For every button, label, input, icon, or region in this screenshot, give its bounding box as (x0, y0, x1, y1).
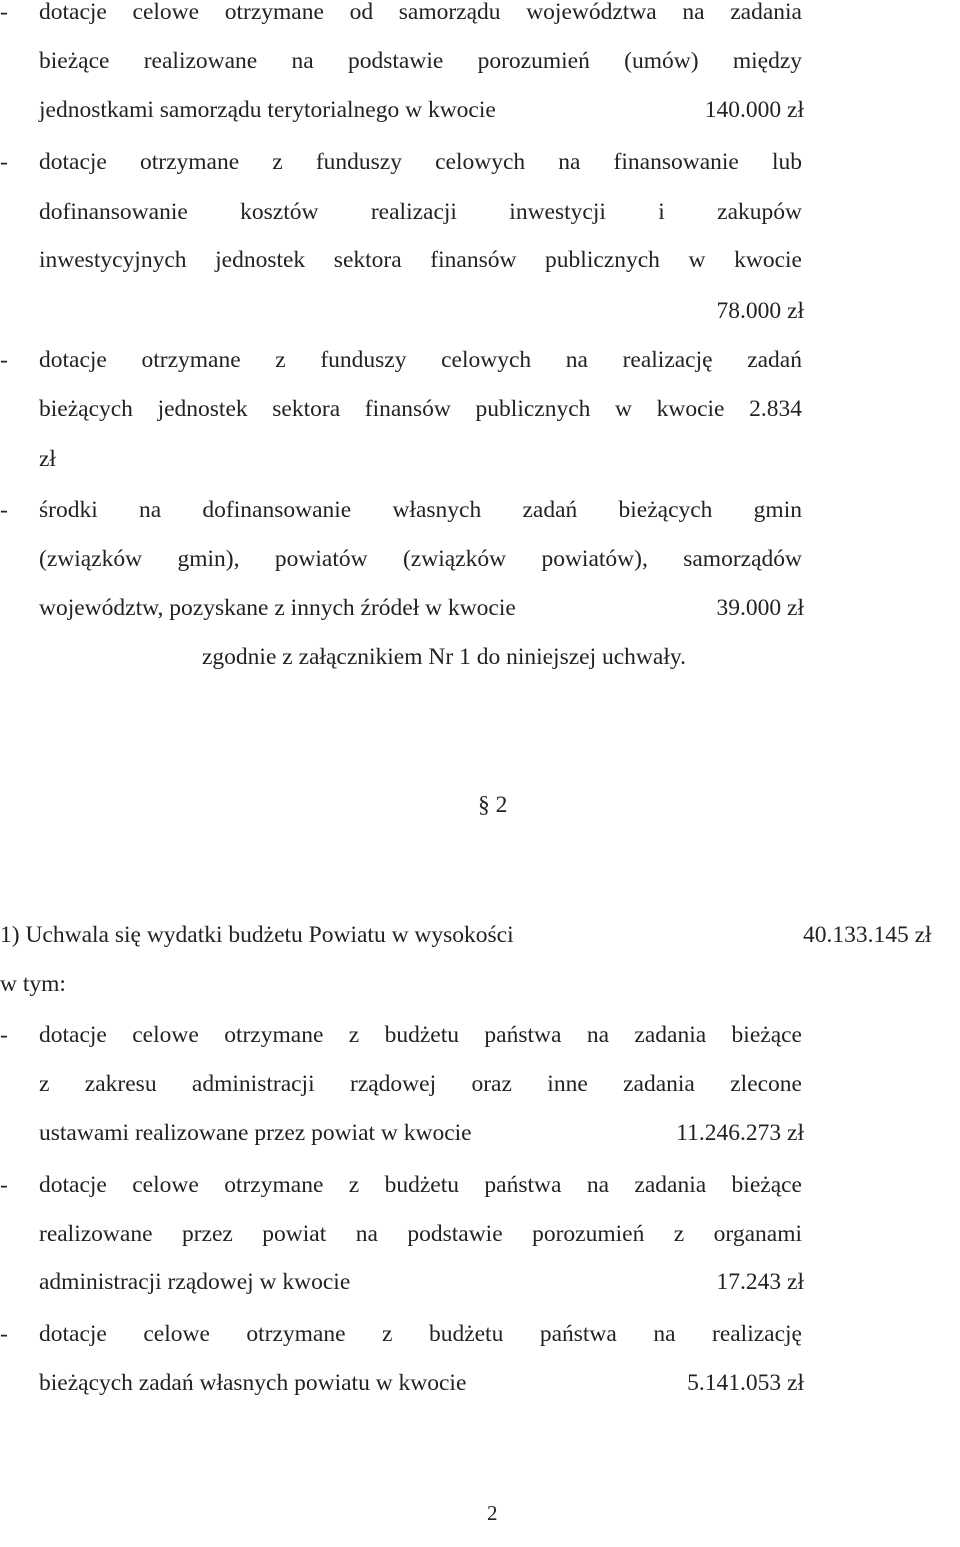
item-text-line: realizowane przez powiat na podstawie porozumień z organami (39, 1221, 802, 1247)
amount: 17.243 zł (716, 1269, 804, 1295)
item-text-line: bieżących jednostek sektora finansów publicznych w kwocie 2.834 (39, 396, 802, 422)
expenditure-intro: 1) Uchwala się wydatki budżetu Powiatu w wysokości (0, 922, 514, 948)
amount: 39.000 zł (716, 595, 804, 621)
list-dash: - (0, 497, 8, 523)
list-dash: - (0, 1172, 8, 1198)
item-text-line: administracji rządowej w kwocie (39, 1269, 351, 1295)
item-text-line: dotacje celowe otrzymane z budżetu państwa na zadania bieżące (39, 1172, 802, 1198)
item-text-line: bieżących zadań własnych powiatu w kwocie (39, 1370, 467, 1396)
item-text-line: jednostkami samorządu terytorialnego w kwocie (39, 97, 496, 123)
item-text-line: zł (39, 446, 56, 472)
item-text-line: dotacje otrzymane z funduszy celowych na realizację zadań (39, 347, 802, 373)
item-text-line: dotacje celowe otrzymane z budżetu państwa na realizację (39, 1321, 802, 1347)
w-tym-label: w tym: (0, 971, 66, 997)
item-text-line: dofinansowanie kosztów realizacji inwestycji i zakupów (39, 199, 802, 225)
item-text-line: dotacje celowe otrzymane od samorządu województwa na zadania (39, 0, 802, 25)
total-amount: 40.133.145 zł (803, 922, 932, 948)
amount: 140.000 zł (704, 97, 804, 123)
list-dash: - (0, 1022, 8, 1048)
list-dash: - (0, 0, 8, 25)
item-text-line: bieżące realizowane na podstawie porozumień (umów) między (39, 48, 802, 74)
list-dash: - (0, 347, 8, 373)
amount: 5.141.053 zł (687, 1370, 804, 1396)
item-text-line: inwestycyjnych jednostek sektora finansów publicznych w kwocie (39, 247, 802, 273)
amount: 11.246.273 zł (676, 1120, 804, 1146)
item-text-line: dotacje celowe otrzymane z budżetu państwa na zadania bieżące (39, 1022, 802, 1048)
item-text-line: środki na dofinansowanie własnych zadań bieżących gmin (39, 497, 802, 523)
section-heading: § 2 (478, 792, 508, 818)
item-text-line: ustawami realizowane przez powiat w kwocie (39, 1120, 472, 1146)
attachment-note: zgodnie z załącznikiem Nr 1 do niniejszej uchwały. (202, 644, 686, 670)
item-text-line: województw, pozyskane z innych źródeł w kwocie (39, 595, 516, 621)
amount: 78.000 zł (716, 298, 804, 324)
item-text-line: dotacje otrzymane z funduszy celowych na finansowanie lub (39, 149, 802, 175)
page-number: 2 (487, 1501, 498, 1525)
list-dash: - (0, 1321, 8, 1347)
item-text-line: z zakresu administracji rządowej oraz inne zadania zlecone (39, 1071, 802, 1097)
list-dash: - (0, 149, 8, 175)
item-text-line: (związków gmin), powiatów (związków powiatów), samorządów (39, 546, 802, 572)
